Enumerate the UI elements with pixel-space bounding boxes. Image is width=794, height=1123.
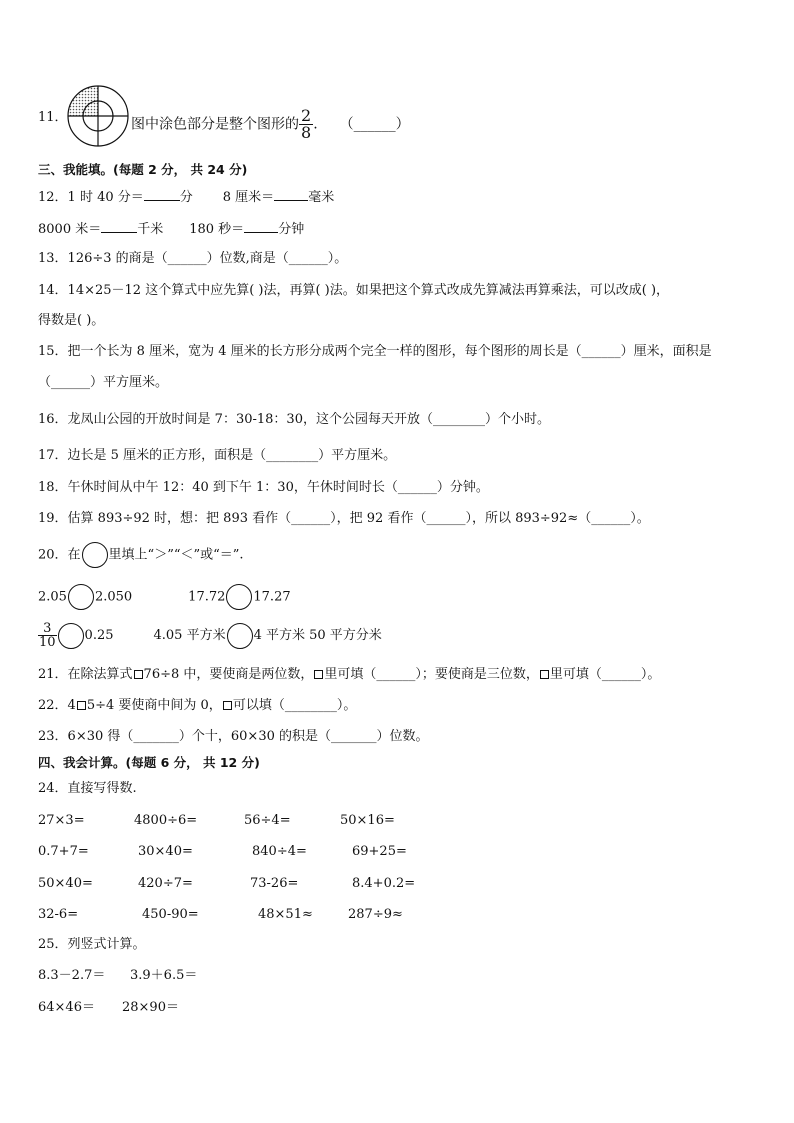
question-11-text xyxy=(131,108,410,141)
q12-text-h: 分钟 xyxy=(278,222,305,237)
q20-value: 2.05 xyxy=(38,589,67,605)
question-14-line-2: 得数是( )。 xyxy=(38,313,105,328)
q12-text-d: 毫米 xyxy=(308,190,335,205)
q22-text-b: 5÷4 要使商中间为 0， xyxy=(86,698,222,713)
question-19: 19．估算 893÷92 时，想：把 893 看作（______），把 92 看作（______），所以 893÷92≈（______）。 xyxy=(38,511,650,526)
comparison-circle[interactable] xyxy=(58,623,84,649)
expression: 73-26= xyxy=(250,876,299,891)
q20-value: 2.050 xyxy=(94,589,133,605)
fraction-denominator: 8 xyxy=(301,123,312,142)
expression: 28×90＝ xyxy=(122,1000,179,1015)
q21-text-d: 里可填（______）。 xyxy=(549,667,661,682)
expression: 56÷4= xyxy=(244,813,291,828)
expression: 420÷7= xyxy=(138,876,193,891)
question-17: 17．边长是 5 厘米的正方形，面积是（________）平方厘米。 xyxy=(38,448,397,463)
expression: 8.3－2.7＝ xyxy=(38,968,106,983)
question-18: 18．午休时间从中午 12：40 到下午 1：30，午休时间时长（______）分钟。 xyxy=(38,480,489,495)
expression: 8.4+0.2= xyxy=(352,876,416,891)
expression: 30×40= xyxy=(138,844,193,859)
expression: 32-6= xyxy=(38,907,79,922)
q12-text-f: 千米 xyxy=(137,222,164,237)
question-20 xyxy=(38,542,244,569)
q20-text-a: 20．在 xyxy=(38,547,81,563)
blank-square xyxy=(223,701,232,710)
q12-text-g: 180 秒＝ xyxy=(189,222,245,237)
question-11-stem: 图中涂色部分是整个图形的 xyxy=(131,116,299,133)
expression: 64×46＝ xyxy=(38,1000,95,1015)
expression: 27×3= xyxy=(38,813,85,828)
expression: 69+25= xyxy=(352,844,407,859)
section-4-heading: 四、我会计算。(每题 6 分， 共 12 分) xyxy=(38,755,260,770)
q20-value: 17.72 xyxy=(188,589,226,605)
question-15-line-2: （______）平方厘米。 xyxy=(38,375,169,390)
comparison-circle[interactable] xyxy=(226,584,252,610)
expression: 50×40= xyxy=(38,876,93,891)
expression: 450-90= xyxy=(142,907,199,922)
q12-text-b: 分 xyxy=(179,190,193,205)
expression: 4800÷6= xyxy=(134,813,198,828)
blank-square xyxy=(540,670,549,679)
blank-square xyxy=(77,701,86,710)
blank-square xyxy=(134,670,143,679)
question-20-row-2 xyxy=(38,622,382,650)
fraction-three-tenths xyxy=(38,622,57,649)
q12-text-c: 8 厘米＝ xyxy=(222,190,275,205)
fraction-numerator: 2 xyxy=(301,106,312,125)
question-11-period: . xyxy=(313,116,318,133)
fraction-denominator: 10 xyxy=(39,635,56,650)
comparison-circle[interactable] xyxy=(227,623,253,649)
comparison-circle[interactable] xyxy=(68,584,94,610)
question-15-line-1: 15．把一个长为 8 厘米，宽为 4 厘米的长方形分成两个完全一样的图形，每个图形的周长是（______）厘米，面积是 xyxy=(38,344,712,359)
expression: 287÷9≈ xyxy=(348,907,403,922)
circle-figure xyxy=(66,84,130,148)
question-24-title: 24．直接写得数. xyxy=(38,781,137,796)
q21-text-c: 里可填（______）；要使商是三位数， xyxy=(324,667,539,682)
answer-blank xyxy=(101,220,137,233)
fraction-numerator: 3 xyxy=(38,622,57,636)
q21-text-a: 21．在除法算式 xyxy=(38,667,133,682)
q12-text-e: 8000 米＝ xyxy=(38,222,102,237)
question-14-line-1: 14．14×25－12 这个算式中应先算( )法，再算( )法。如果把这个算式改成先算减法再算乘法，可以改成( )， xyxy=(38,283,670,298)
question-16: 16．龙凤山公园的开放时间是 7：30-18：30，这个公园每天开放（________）个小时。 xyxy=(38,412,550,427)
q20-value: 4 平方米 50 平方分米 xyxy=(253,628,382,643)
question-13: 13．126÷3 的商是（______）位数,商是（______）。 xyxy=(38,251,348,266)
answer-blank xyxy=(144,188,180,201)
expression: 3.9＋6.5＝ xyxy=(130,968,198,983)
q12-text-a: 12．1 时 40 分＝ xyxy=(38,190,144,205)
answer-blank xyxy=(244,220,278,233)
q20-text-b: 里填上“＞”“＜”或“＝”. xyxy=(108,547,244,563)
q22-text-c: 可以填（________）。 xyxy=(232,698,357,713)
section-3-heading: 三、我能填。(每题 2 分， 共 24 分) xyxy=(38,162,248,177)
question-12-line-2 xyxy=(38,220,304,238)
question-11-number: 11． xyxy=(38,110,68,125)
answer-blank xyxy=(274,188,308,201)
q20-value: 0.25 xyxy=(84,628,114,643)
expression: 0.7+7= xyxy=(38,844,89,859)
question-25-title: 25．列竖式计算。 xyxy=(38,937,146,952)
q20-value: 4.05 平方米 xyxy=(153,628,226,643)
question-22 xyxy=(38,698,356,714)
q21-text-b: 76÷8 中，要使商是两位数， xyxy=(143,667,314,682)
q20-value: 17.27 xyxy=(253,589,291,605)
answer-blank: （______） xyxy=(339,116,410,133)
expression: 48×51≈ xyxy=(258,907,313,922)
question-23: 23．6×30 得（_______）个十，60×30 的积是（_______）位数。 xyxy=(38,729,429,744)
expression: 840÷4= xyxy=(252,844,307,859)
expression: 50×16= xyxy=(340,813,395,828)
q22-text-a: 22．4 xyxy=(38,698,76,713)
question-11 xyxy=(38,110,68,126)
question-21 xyxy=(38,667,660,683)
question-20-row-1 xyxy=(38,584,291,611)
question-12-line-1 xyxy=(38,188,334,206)
fraction-two-eighths xyxy=(299,108,313,141)
comparison-circle[interactable] xyxy=(82,542,108,568)
blank-square xyxy=(314,670,323,679)
